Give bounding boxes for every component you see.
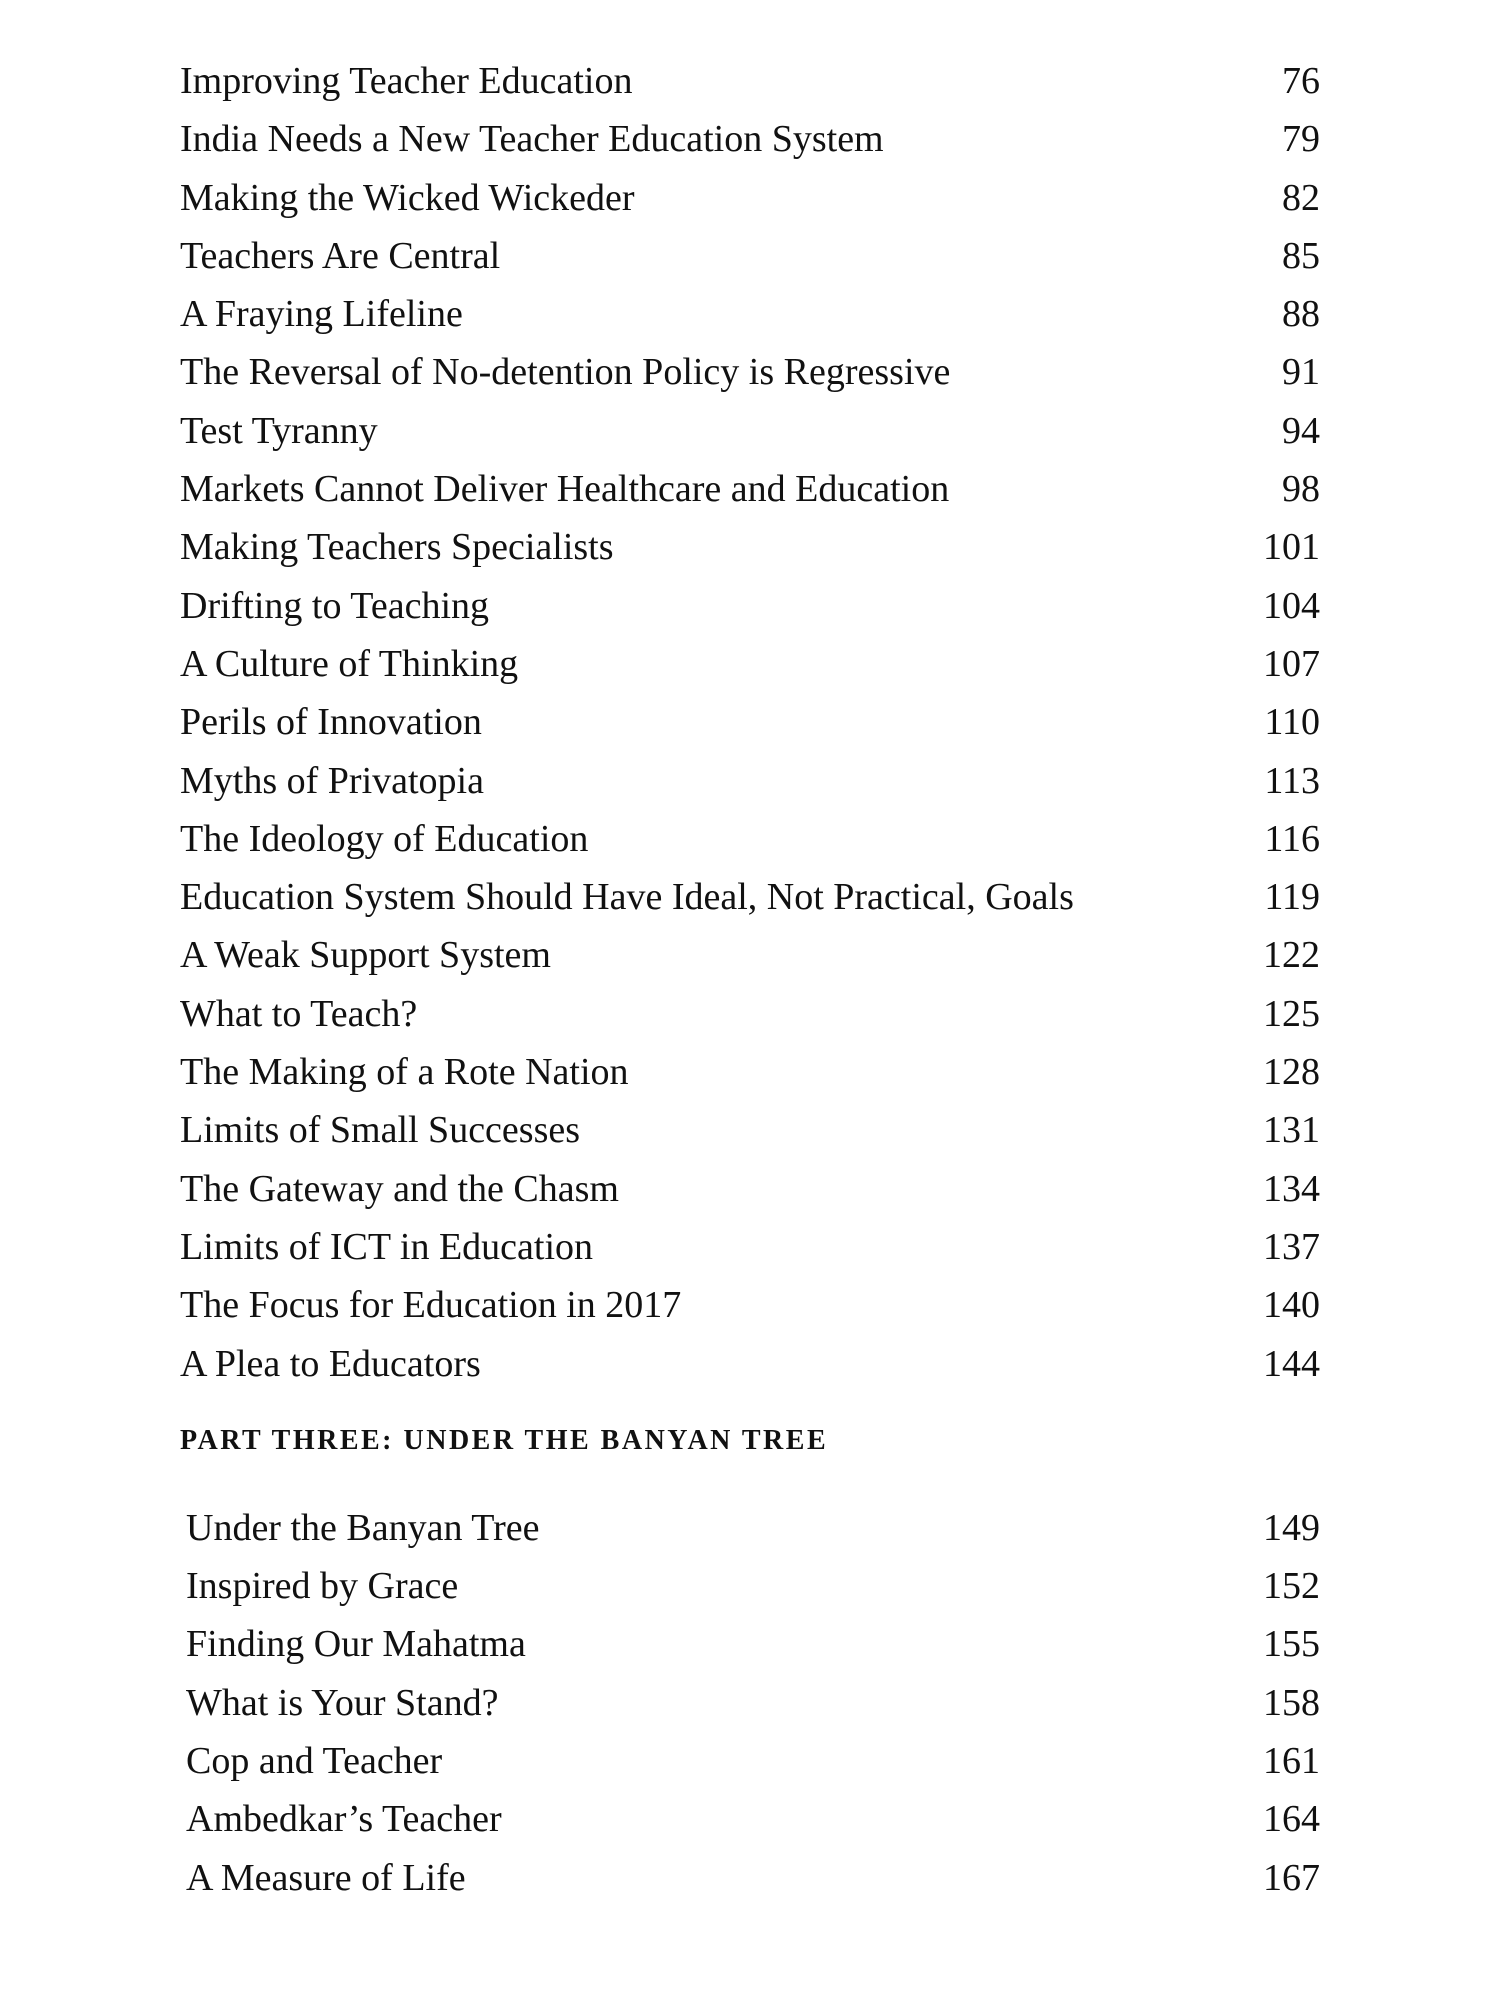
toc-entry-page-number: 94 — [1282, 409, 1320, 452]
toc-entry — [180, 1043, 1320, 1101]
toc-entry-title: Improving Teacher Education — [180, 60, 633, 102]
toc-entry — [180, 460, 1320, 518]
toc-entry-page-number: 144 — [1263, 1342, 1320, 1385]
toc-entry-page-number: 134 — [1263, 1167, 1320, 1210]
toc-entry-title: The Making of a Rote Nation — [180, 1051, 629, 1094]
toc-entry-page-number: 116 — [1264, 817, 1320, 860]
toc-entry-page-number: 79 — [1282, 118, 1320, 161]
toc-entry-title: Myths of Privatopia — [180, 759, 484, 802]
toc-entry-page-number: 131 — [1263, 1109, 1320, 1152]
toc-entry-title: A Weak Support System — [180, 934, 551, 977]
toc-entry-title: Test Tyranny — [180, 409, 378, 452]
toc-entry-page-number: 161 — [1263, 1740, 1320, 1783]
table-of-contents — [180, 52, 1320, 1907]
toc-entry-title: Finding Our Mahatma — [186, 1623, 526, 1666]
toc-entry-title: The Reversal of No-detention Policy is Regressive — [180, 351, 951, 394]
toc-entry — [180, 752, 1320, 810]
toc-entry — [180, 1335, 1320, 1393]
toc-entry — [186, 1790, 1320, 1848]
toc-entry-title: A Culture of Thinking — [180, 642, 519, 685]
toc-entry-page-number: 167 — [1263, 1856, 1320, 1899]
toc-entry — [180, 169, 1320, 227]
toc-entry-page-number: 119 — [1264, 876, 1320, 919]
toc-entry — [186, 1499, 1320, 1557]
toc-entry-page-number: 137 — [1263, 1225, 1320, 1268]
toc-entry-title: The Gateway and the Chasm — [180, 1167, 619, 1210]
toc-entry-page-number: 122 — [1263, 934, 1320, 977]
toc-entry-title: Teachers Are Central — [180, 234, 501, 277]
toc-entry — [180, 635, 1320, 693]
toc-entry-title: A Measure of Life — [186, 1856, 466, 1899]
toc-entry-title: The Ideology of Education — [180, 817, 589, 860]
toc-entry-title: Ambedkar’s Teacher — [186, 1798, 502, 1841]
toc-entry-title: Making Teachers Specialists — [180, 526, 614, 569]
toc-entry — [180, 810, 1320, 868]
toc-entry-title: Education System Should Have Ideal, Not Practical, Goals — [180, 876, 1074, 919]
toc-entry-page-number: 155 — [1263, 1623, 1320, 1666]
toc-entry — [180, 985, 1320, 1043]
toc-entry — [180, 1276, 1320, 1334]
toc-entry-page-number: 158 — [1263, 1681, 1320, 1724]
toc-entry — [180, 518, 1320, 576]
toc-entry — [186, 1615, 1320, 1673]
toc-entry-title: Cop and Teacher — [186, 1740, 443, 1783]
toc-entry-page-number: 88 — [1282, 293, 1320, 336]
toc-entry — [180, 926, 1320, 984]
toc-entry — [180, 693, 1320, 751]
toc-entry-title: Markets Cannot Deliver Healthcare and Education — [180, 468, 950, 511]
toc-entry-title: Limits of ICT in Education — [180, 1225, 594, 1268]
toc-entry-title: What is Your Stand? — [186, 1681, 499, 1724]
toc-entry-page-number: 149 — [1263, 1506, 1320, 1549]
toc-entry — [180, 285, 1320, 343]
toc-entry-page-number: 91 — [1282, 351, 1320, 394]
toc-entry-title: Under the Banyan Tree — [186, 1506, 540, 1549]
toc-entry-title: A Fraying Lifeline — [180, 293, 463, 336]
toc-entry-page-number: 128 — [1263, 1051, 1320, 1094]
toc-entry-page-number: 101 — [1263, 526, 1320, 569]
toc-entry-page-number: 107 — [1263, 642, 1320, 685]
toc-entry — [180, 227, 1320, 285]
toc-entry-page-number: 152 — [1263, 1565, 1320, 1608]
toc-entry — [180, 110, 1320, 168]
toc-entry-title: India Needs a New Teacher Education System — [180, 118, 884, 161]
toc-entry-title: Drifting to Teaching — [180, 584, 490, 627]
toc-entry — [186, 1732, 1320, 1790]
toc-entry — [180, 868, 1320, 926]
toc-entry-title: A Plea to Educators — [180, 1342, 481, 1385]
toc-entry-page-number: 113 — [1264, 759, 1320, 802]
toc-entry-page-number: 82 — [1282, 176, 1320, 219]
toc-entry — [186, 1849, 1320, 1907]
toc-entry — [186, 1674, 1320, 1732]
toc-entry-page-number: 104 — [1263, 584, 1320, 627]
toc-entry — [180, 1160, 1320, 1218]
toc-entry-title: What to Teach? — [180, 992, 418, 1035]
toc-entry — [180, 1218, 1320, 1276]
toc-entry-page-number: 76 — [1282, 60, 1320, 102]
toc-entry-title: The Focus for Education in 2017 — [180, 1284, 682, 1327]
part-two-list — [180, 52, 1320, 1393]
toc-entry-page-number: 140 — [1263, 1284, 1320, 1327]
toc-entry — [180, 52, 1320, 110]
toc-entry-title: Limits of Small Successes — [180, 1109, 581, 1152]
toc-entry-page-number: 85 — [1282, 234, 1320, 277]
toc-entry — [180, 402, 1320, 460]
part-three-list — [180, 1499, 1320, 1907]
toc-entry-page-number: 110 — [1264, 701, 1320, 744]
toc-entry-page-number: 164 — [1263, 1798, 1320, 1841]
toc-entry — [186, 1557, 1320, 1615]
toc-entry-title: Making the Wicked Wickeder — [180, 176, 635, 219]
toc-entry-title: Inspired by Grace — [186, 1565, 459, 1608]
toc-entry-page-number: 98 — [1282, 468, 1320, 511]
toc-entry-page-number: 125 — [1263, 992, 1320, 1035]
part-three-heading: PART THREE: UNDER THE BANYAN TREE — [180, 1424, 829, 1456]
toc-entry — [180, 1101, 1320, 1159]
toc-entry — [180, 577, 1320, 635]
toc-entry-title: Perils of Innovation — [180, 701, 482, 744]
toc-entry — [180, 343, 1320, 401]
